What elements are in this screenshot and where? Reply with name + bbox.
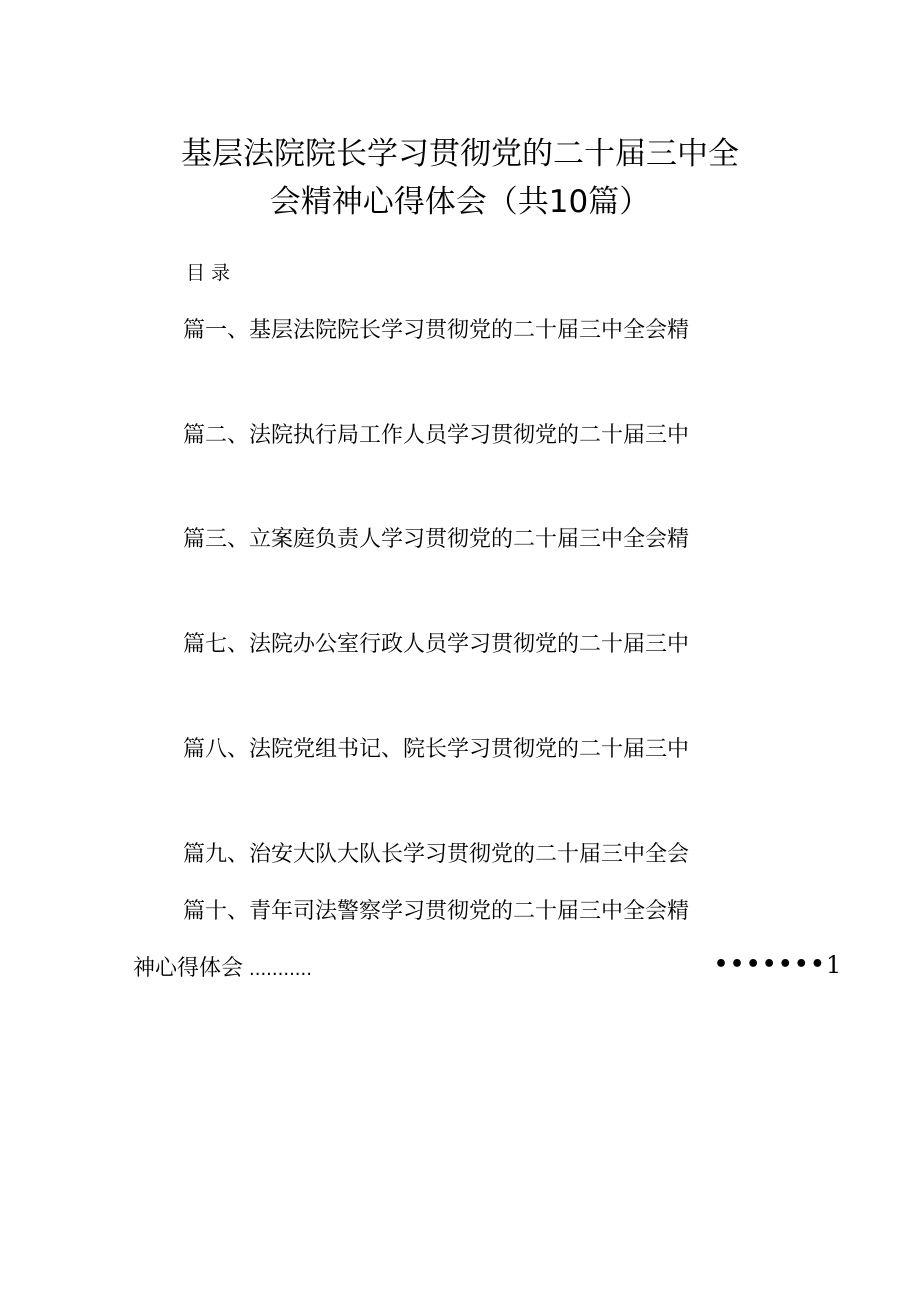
toc-item-3[interactable]: 篇三、立案庭负责人学习贯彻党的二十届三中全会精: [183, 527, 690, 552]
toc-continuation-text: 神心得体会: [133, 956, 244, 981]
toc-heading: 目 录: [186, 262, 231, 284]
document-title-line-1: 基层法院院长学习贯彻党的二十届三中全: [181, 136, 739, 172]
toc-item-1[interactable]: 篇一、基层法院院长学习贯彻党的二十届三中全会精: [183, 318, 690, 343]
toc-item-7[interactable]: 篇十、青年司法警察学习贯彻党的二十届三中全会精: [183, 899, 690, 924]
toc-short-dots: ...........: [249, 959, 312, 980]
document-title-line-2: 会精神心得体会（共10篇）: [269, 184, 651, 220]
toc-item-6[interactable]: 篇九、治安大队大队长学习贯彻党的二十届三中全会: [183, 842, 690, 867]
toc-item-4[interactable]: 篇七、法院办公室行政人员学习贯彻党的二十届三中: [183, 632, 690, 657]
toc-item-7-continuation[interactable]: [133, 954, 312, 985]
toc-dot-leader: •••••••: [714, 952, 827, 977]
toc-item-5[interactable]: 篇八、法院党组书记、院长学习贯彻党的二十届三中: [183, 737, 690, 762]
toc-item-2[interactable]: 篇二、法院执行局工作人员学习贯彻党的二十届三中: [183, 423, 690, 448]
toc-page-number: 1: [826, 951, 842, 979]
